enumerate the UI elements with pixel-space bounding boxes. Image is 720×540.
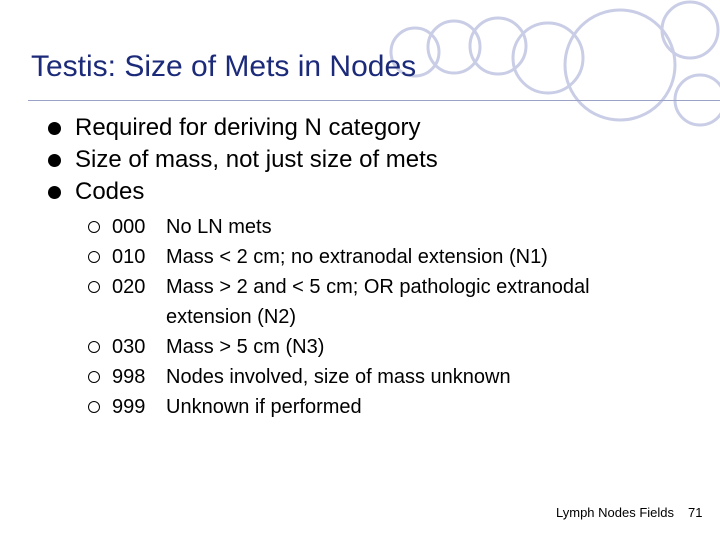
bullet-list bbox=[48, 112, 438, 208]
bullet-text: Required for deriving N category bbox=[75, 114, 421, 141]
code-item bbox=[88, 332, 666, 362]
code-description: Mass < 2 cm; no extranodal extension (N1) bbox=[166, 246, 548, 268]
deco-circle bbox=[470, 18, 526, 74]
bullet-dot-icon bbox=[48, 154, 61, 167]
bullet-dot-icon bbox=[48, 186, 61, 199]
hollow-circle-bullet-icon bbox=[88, 341, 100, 353]
code-number: 000 bbox=[112, 216, 146, 238]
hollow-circle-bullet-icon bbox=[88, 251, 100, 263]
code-item bbox=[88, 362, 666, 392]
code-description: No LN mets bbox=[166, 216, 272, 238]
page-number: 71 bbox=[688, 505, 703, 520]
code-number: 020 bbox=[112, 276, 146, 298]
code-description: Unknown if performed bbox=[166, 396, 362, 418]
code-number: 998 bbox=[112, 366, 146, 388]
code-number: 010 bbox=[112, 246, 146, 268]
code-description: Mass > 2 and < 5 cm; OR pathologic extranodal extension (N2) bbox=[166, 276, 590, 328]
bullet-text: Codes bbox=[75, 178, 145, 205]
code-number: 999 bbox=[112, 396, 146, 418]
code-description: Mass > 5 cm (N3) bbox=[166, 336, 325, 358]
hollow-circle-bullet-icon bbox=[88, 281, 100, 293]
footer-label: Lymph Nodes Fields bbox=[556, 505, 675, 520]
bullet-text: Size of mass, not just size of mets bbox=[75, 146, 438, 173]
code-item bbox=[88, 272, 666, 332]
code-item bbox=[88, 392, 666, 422]
code-item bbox=[88, 242, 666, 272]
bullet-dot-icon bbox=[48, 122, 61, 135]
code-list bbox=[88, 212, 666, 422]
hollow-circle-bullet-icon bbox=[88, 371, 100, 383]
code-item bbox=[88, 212, 666, 242]
hollow-circle-bullet-icon bbox=[88, 401, 100, 413]
deco-circle bbox=[662, 2, 718, 58]
bullet-item bbox=[48, 144, 438, 176]
slide-title: Testis: Size of Mets in Nodes bbox=[31, 50, 417, 83]
hollow-circle-bullet-icon bbox=[88, 221, 100, 233]
bullet-item bbox=[48, 112, 438, 144]
bullet-item bbox=[48, 176, 438, 208]
code-description: Nodes involved, size of mass unknown bbox=[166, 366, 511, 388]
code-number: 030 bbox=[112, 336, 146, 358]
deco-circle bbox=[428, 21, 480, 73]
title-divider bbox=[28, 100, 720, 101]
